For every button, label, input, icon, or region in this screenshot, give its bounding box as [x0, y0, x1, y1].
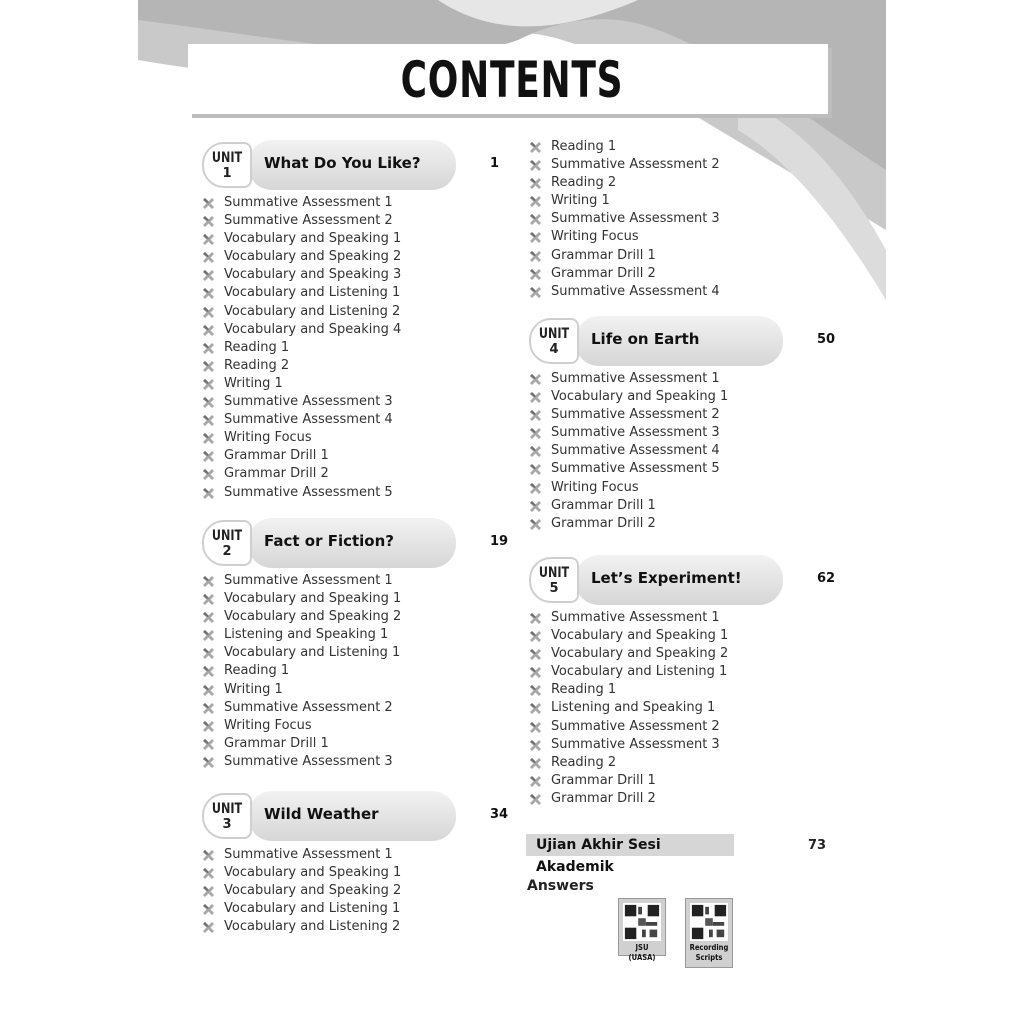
cross-bullet-icon	[529, 702, 542, 715]
cross-bullet-icon	[529, 268, 542, 281]
contents-item-label: Vocabulary and Speaking 1	[551, 389, 729, 405]
unit-title: Life on Earth	[591, 330, 700, 348]
contents-item-label: Reading 2	[551, 754, 617, 770]
contents-item-label: Listening and Speaking 1	[551, 700, 716, 716]
contents-item-label: Summative Assessment 3	[224, 394, 393, 410]
cross-bullet-icon	[529, 684, 542, 697]
contents-item	[527, 406, 728, 424]
cross-bullet-icon	[529, 391, 542, 404]
contents-item	[200, 357, 401, 375]
unit-3-continued-items	[527, 138, 720, 301]
contents-item	[200, 429, 401, 447]
contents-item	[200, 266, 401, 284]
contents-item	[200, 303, 401, 321]
contents-item	[527, 283, 720, 301]
contents-item-label: Writing Focus	[224, 430, 312, 446]
contents-item-label: Vocabulary and Speaking 1	[224, 231, 402, 247]
cross-bullet-icon	[202, 450, 215, 463]
cross-bullet-icon	[529, 648, 542, 661]
contents-item-label: Summative Assessment 3	[551, 211, 720, 227]
contents-item-label: Summative Assessment 1	[224, 573, 393, 588]
contents-item	[527, 609, 728, 627]
unit-1-header	[202, 140, 542, 190]
contents-item-label: Reading 2	[551, 175, 617, 191]
cross-bullet-icon	[202, 432, 215, 445]
contents-item	[527, 370, 728, 388]
contents-item-label: Vocabulary and Speaking 2	[551, 646, 729, 662]
contents-item	[200, 484, 401, 502]
contents-item-label: Reading 1	[551, 682, 617, 698]
contents-item-label: Summative Assessment 2	[224, 213, 393, 229]
contents-item	[527, 497, 728, 515]
contents-item	[200, 662, 401, 680]
contents-item	[527, 681, 728, 699]
contents-item-label: Vocabulary and Speaking 4	[224, 321, 402, 337]
contents-item	[200, 590, 401, 608]
cross-bullet-icon	[202, 720, 215, 733]
contents-item-label: Writing Focus	[224, 717, 312, 733]
cross-bullet-icon	[202, 306, 215, 319]
contents-item	[200, 735, 401, 753]
cross-bullet-icon	[529, 159, 542, 172]
contents-item	[527, 627, 728, 645]
contents-item	[527, 138, 720, 156]
unit-page-number: 34	[490, 807, 509, 822]
cross-bullet-icon	[529, 666, 542, 679]
contents-item-label: Summative Assessment 2	[551, 157, 720, 173]
cross-bullet-icon	[202, 849, 215, 862]
cross-bullet-icon	[529, 231, 542, 244]
unit-2-header	[202, 518, 542, 568]
unit-label: UNIT	[538, 326, 570, 342]
contents-item-label: Grammar Drill 1	[224, 448, 329, 464]
unit-title: Fact or Fiction?	[264, 532, 394, 550]
contents-item-label: Grammar Drill 2	[551, 265, 656, 281]
qr-label-line2: Scripts	[695, 953, 723, 962]
contents-item-label: Vocabulary and Speaking 2	[224, 883, 402, 899]
contents-item	[200, 248, 401, 266]
unit-page-number: 1	[490, 156, 500, 171]
contents-item-label: Grammar Drill 2	[224, 466, 329, 482]
contents-item-label: Summative Assessment 5	[551, 461, 720, 477]
contents-page	[138, 0, 886, 1024]
contents-item-label: Summative Assessment 1	[551, 371, 720, 386]
unit-3-items	[200, 846, 401, 936]
cross-bullet-icon	[529, 373, 542, 386]
contents-item-label: Summative Assessment 2	[224, 699, 393, 715]
contents-item-label: Vocabulary and Speaking 2	[224, 249, 402, 265]
cross-bullet-icon	[529, 141, 542, 154]
unit-page-number: 62	[817, 571, 836, 586]
unit-label: UNIT	[211, 150, 243, 166]
contents-item	[200, 608, 401, 626]
contents-item-label: Writing Focus	[551, 229, 639, 245]
contents-item	[527, 460, 728, 478]
cross-bullet-icon	[529, 518, 542, 531]
contents-item-label: Grammar Drill 1	[551, 247, 656, 263]
contents-item-label: Summative Assessment 4	[224, 412, 393, 428]
cross-bullet-icon	[202, 269, 215, 282]
contents-item-label: Summative Assessment 2	[551, 718, 720, 734]
cross-bullet-icon	[529, 286, 542, 299]
contents-item	[200, 626, 401, 644]
contents-item	[200, 644, 401, 662]
contents-item	[200, 230, 401, 248]
unit-4-header	[529, 316, 869, 366]
contents-item	[200, 864, 401, 882]
cross-bullet-icon	[529, 775, 542, 788]
contents-item-label: Summative Assessment 1	[224, 195, 393, 210]
contents-item-label: Vocabulary and Listening 1	[224, 645, 401, 661]
unit-badge	[202, 142, 252, 188]
cross-bullet-icon	[202, 396, 215, 409]
contents-item	[527, 790, 728, 808]
cross-bullet-icon	[529, 427, 542, 440]
unit-number: 4	[549, 342, 559, 357]
contents-item	[200, 284, 401, 302]
cross-bullet-icon	[202, 414, 215, 427]
cross-bullet-icon	[202, 738, 215, 751]
qr-code-icon	[623, 903, 661, 941]
contents-item	[200, 900, 401, 918]
contents-item	[200, 411, 401, 429]
unit-label: UNIT	[211, 528, 243, 544]
contents-item-label: Summative Assessment 3	[551, 736, 720, 752]
unit-number: 2	[222, 544, 232, 559]
contents-item	[200, 321, 401, 339]
contents-item	[527, 228, 720, 246]
cross-bullet-icon	[529, 739, 542, 752]
unit-title: Let’s Experiment!	[591, 569, 742, 587]
contents-item-label: Vocabulary and Speaking 1	[224, 591, 402, 607]
unit-5-items	[527, 609, 728, 808]
contents-item	[527, 663, 728, 681]
contents-item	[200, 699, 401, 717]
contents-item	[200, 717, 401, 735]
unit-page-number: 50	[817, 332, 836, 347]
unit-1-items	[200, 194, 401, 502]
unit-label: UNIT	[538, 565, 570, 581]
cross-bullet-icon	[529, 793, 542, 806]
contents-item	[527, 699, 728, 717]
unit-2-items	[200, 572, 401, 771]
contents-item	[200, 194, 401, 212]
cross-bullet-icon	[202, 702, 215, 715]
contents-item	[527, 442, 728, 460]
contents-item-label: Reading 2	[224, 357, 290, 373]
cross-bullet-icon	[202, 756, 215, 769]
cross-bullet-icon	[529, 500, 542, 513]
exam-page-number: 73	[808, 838, 827, 853]
contents-item	[527, 247, 720, 265]
cross-bullet-icon	[202, 647, 215, 660]
contents-item-label: Listening and Speaking 1	[224, 627, 389, 643]
qr-code-icon	[690, 903, 728, 941]
contents-item	[527, 388, 728, 406]
cross-bullet-icon	[529, 463, 542, 476]
unit-badge	[202, 520, 252, 566]
contents-item-label: Vocabulary and Listening 1	[224, 901, 401, 917]
unit-4-items	[527, 370, 728, 533]
contents-item-label: Grammar Drill 1	[551, 497, 656, 513]
unit-title: What Do You Like?	[264, 154, 421, 172]
cross-bullet-icon	[529, 630, 542, 643]
cross-bullet-icon	[202, 215, 215, 228]
unit-badge	[202, 793, 252, 839]
cross-bullet-icon	[202, 487, 215, 500]
qr-code-recording[interactable]	[685, 898, 733, 968]
contents-item	[200, 846, 401, 864]
contents-item	[527, 645, 728, 663]
qr-label-jsu: JSU (UASA)	[628, 943, 656, 962]
contents-item-label: Writing 1	[224, 375, 283, 391]
contents-item-label: Vocabulary and Listening 1	[224, 285, 401, 301]
contents-item-label: Grammar Drill 2	[551, 515, 656, 531]
unit-number: 5	[549, 581, 559, 596]
cross-bullet-icon	[202, 867, 215, 880]
contents-item-label: Summative Assessment 4	[551, 283, 720, 299]
cross-bullet-icon	[202, 378, 215, 391]
contents-item-label: Vocabulary and Speaking 1	[551, 628, 729, 644]
qr-label-line1: Recording	[689, 943, 729, 952]
contents-item-label: Reading 1	[551, 139, 617, 154]
cross-bullet-icon	[202, 665, 215, 678]
contents-item-label: Vocabulary and Listening 1	[551, 664, 728, 680]
cross-bullet-icon	[529, 757, 542, 770]
cross-bullet-icon	[202, 903, 215, 916]
cross-bullet-icon	[529, 482, 542, 495]
contents-item-label: Writing Focus	[551, 479, 639, 495]
contents-item-label: Writing 1	[551, 193, 610, 209]
unit-number: 3	[222, 817, 232, 832]
contents-item	[527, 174, 720, 192]
contents-item	[527, 772, 728, 790]
contents-item-label: Reading 1	[224, 339, 290, 355]
contents-item	[527, 265, 720, 283]
unit-badge	[529, 557, 579, 603]
cross-bullet-icon	[202, 575, 215, 588]
cross-bullet-icon	[202, 684, 215, 697]
cross-bullet-icon	[202, 342, 215, 355]
cross-bullet-icon	[202, 287, 215, 300]
cross-bullet-icon	[529, 213, 542, 226]
cross-bullet-icon	[202, 360, 215, 373]
contents-item-label: Vocabulary and Listening 2	[224, 303, 401, 319]
cross-bullet-icon	[529, 177, 542, 190]
contents-item	[200, 339, 401, 357]
contents-item	[200, 212, 401, 230]
qr-label-recording	[689, 943, 728, 963]
contents-item-label: Grammar Drill 1	[551, 772, 656, 788]
cross-bullet-icon	[202, 921, 215, 934]
contents-item	[527, 479, 728, 497]
contents-item-label: Summative Assessment 5	[224, 484, 393, 500]
answers-heading: Answers	[527, 878, 594, 894]
contents-item-label: Vocabulary and Speaking 2	[224, 609, 402, 625]
contents-item-label: Writing 1	[224, 681, 283, 697]
contents-item	[200, 918, 401, 936]
cross-bullet-icon	[202, 468, 215, 481]
unit-page-number: 19	[490, 534, 509, 549]
contents-item	[527, 754, 728, 772]
contents-item	[527, 424, 728, 442]
contents-item	[527, 718, 728, 736]
contents-item	[200, 393, 401, 411]
contents-item-label: Summative Assessment 2	[551, 407, 720, 423]
contents-item	[200, 753, 401, 771]
contents-item-label: Vocabulary and Speaking 3	[224, 267, 402, 283]
cross-bullet-icon	[202, 885, 215, 898]
contents-item-label: Vocabulary and Speaking 1	[224, 865, 402, 881]
contents-item	[200, 447, 401, 465]
cross-bullet-icon	[202, 324, 215, 337]
qr-code-jsu[interactable]	[618, 898, 666, 962]
contents-item	[527, 515, 728, 533]
unit-label: UNIT	[211, 801, 243, 817]
contents-item-label: Summative Assessment 1	[551, 610, 720, 625]
page-title: CONTENTS	[400, 51, 624, 109]
contents-item	[200, 572, 401, 590]
contents-item-label: Summative Assessment 1	[224, 847, 393, 862]
cross-bullet-icon	[529, 445, 542, 458]
unit-title: Wild Weather	[264, 805, 379, 823]
contents-item-label: Reading 1	[224, 663, 290, 679]
contents-item	[200, 465, 401, 483]
contents-item-label: Vocabulary and Listening 2	[224, 919, 401, 935]
contents-item	[527, 210, 720, 228]
cross-bullet-icon	[202, 611, 215, 624]
contents-item-label: Summative Assessment 3	[551, 425, 720, 441]
cross-bullet-icon	[202, 251, 215, 264]
unit-3-header	[202, 791, 542, 841]
contents-item-label: Summative Assessment 4	[551, 443, 720, 459]
cross-bullet-icon	[529, 409, 542, 422]
cross-bullet-icon	[202, 233, 215, 246]
cross-bullet-icon	[529, 721, 542, 734]
unit-badge	[529, 318, 579, 364]
unit-5-header	[529, 555, 869, 605]
cross-bullet-icon	[529, 250, 542, 263]
contents-item	[200, 375, 401, 393]
contents-item-label: Summative Assessment 3	[224, 753, 393, 769]
exam-title: Ujian Akhir Sesi Akademik	[526, 834, 734, 856]
contents-item	[527, 736, 728, 754]
unit-number: 1	[222, 166, 232, 181]
contents-item	[200, 681, 401, 699]
cross-bullet-icon	[202, 593, 215, 606]
cross-bullet-icon	[202, 197, 215, 210]
contents-item	[527, 192, 720, 210]
contents-item-label: Grammar Drill 2	[551, 790, 656, 806]
cross-bullet-icon	[202, 629, 215, 642]
contents-item-label: Grammar Drill 1	[224, 735, 329, 751]
contents-item	[200, 882, 401, 900]
contents-item	[527, 156, 720, 174]
cross-bullet-icon	[529, 612, 542, 625]
cross-bullet-icon	[529, 195, 542, 208]
